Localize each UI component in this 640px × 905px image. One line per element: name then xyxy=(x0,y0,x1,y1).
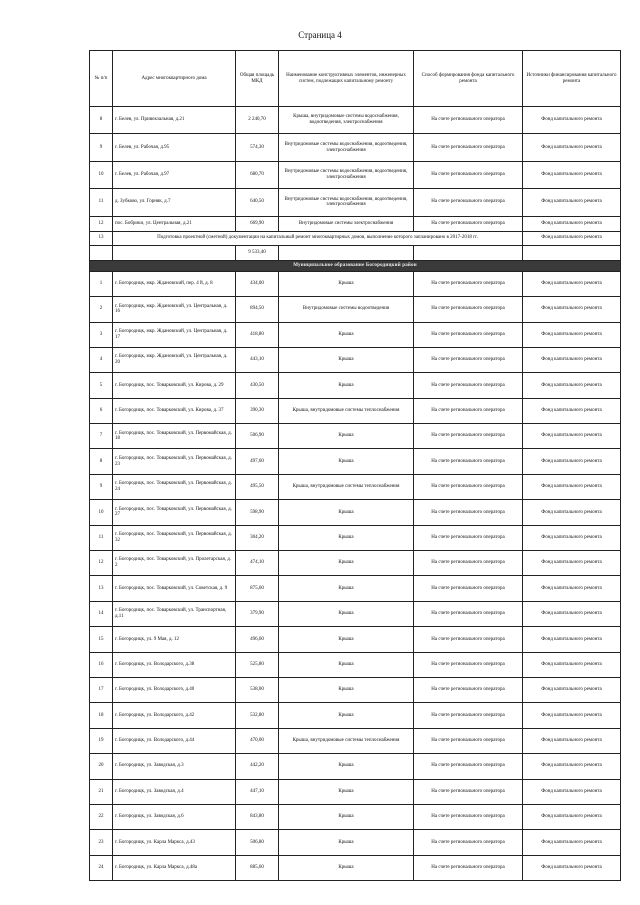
cell-area: 680,70 xyxy=(236,161,279,188)
cell-address: г. Богородицк, пос. Товарковский, ул. Первомайская, д. 23 xyxy=(113,449,236,474)
cell-elements: Крыша xyxy=(279,754,414,779)
cell-source: Фонд капитального ремонта xyxy=(523,297,621,322)
cell-area: 532,80 xyxy=(236,703,279,728)
cell-area: 496,60 xyxy=(236,627,279,652)
cell-elements: Крыша xyxy=(279,601,414,626)
cell-address: г. Богородицк, пос. Товарковский, ул. Первомайская, д. 32 xyxy=(113,525,236,550)
cell-elements: Крыша, внутридомовые системы теплоснабжения xyxy=(279,474,414,499)
cell-num: 8 xyxy=(90,449,113,474)
header-source: Источники финансирования капитального ремонта xyxy=(523,51,621,107)
cell-method: На счете регионального оператора xyxy=(414,754,523,779)
cell-area: 447,10 xyxy=(236,779,279,804)
cell-num: 9 xyxy=(90,474,113,499)
cell-source: Фонд капитального ремонта xyxy=(523,134,621,161)
cell-method: На счете регионального оператора xyxy=(414,322,523,347)
cell-area: 495,50 xyxy=(236,474,279,499)
cell-method: На счете регионального оператора xyxy=(414,855,523,880)
cell-elements: Крыша xyxy=(279,804,414,829)
cell-num: 13 xyxy=(90,576,113,601)
cell-elements: Внутридомовые системы водоснабжения, водоотведения, электроснабжения xyxy=(279,134,414,161)
cell-num: 8 xyxy=(90,107,113,134)
cell-area: 430,50 xyxy=(236,373,279,398)
table-row xyxy=(90,551,621,576)
cell-area: 304,20 xyxy=(236,525,279,550)
cell-elements: Внутридомовые системы водоснабжения, водоотведения, электроснабжения xyxy=(279,189,414,216)
table-row xyxy=(90,322,621,347)
cell-area: 497,60 xyxy=(236,449,279,474)
header-elements: Наименование конструктивных элементов, инженерных систем, подлежащих капитальному ремонту xyxy=(279,51,414,107)
cell-elements: Внутридомовые системы водоотведения xyxy=(279,297,414,322)
cell-address: г. Белев, ул. Привокзальная, д.21 xyxy=(113,107,236,134)
cell-source: Фонд капитального ремонта xyxy=(523,728,621,753)
cell-source: Фонд капитального ремонта xyxy=(523,424,621,449)
cell-address: г. Богородицк, ул. Володарского, д.44 xyxy=(113,728,236,753)
cell-address: д. Зубково, ул. Горняк, д.7 xyxy=(113,189,236,216)
cell-elements: Крыша xyxy=(279,830,414,855)
repair-program-table xyxy=(89,50,621,881)
cell-elements: Крыша xyxy=(279,424,414,449)
cell-source: Фонд капитального ремонта xyxy=(523,551,621,576)
cell-num: 1 xyxy=(90,271,113,296)
table-row xyxy=(90,754,621,779)
cell-num: 13 xyxy=(90,231,113,246)
cell-elements: Крыша xyxy=(279,525,414,550)
cell-address: г. Богородицк, мкр. Ждановский, пер. 4 й, д. 8 xyxy=(113,271,236,296)
table-row xyxy=(90,231,621,246)
municipality-row xyxy=(90,261,621,272)
cell-source: Фонд капитального ремонта xyxy=(523,322,621,347)
cell-address: г. Богородицк, пос. Товарковский, ул. Пролетарская, д. 2 xyxy=(113,551,236,576)
page-label: Страница 4 xyxy=(298,30,342,40)
cell-num: 12 xyxy=(90,551,113,576)
cell-num: 12 xyxy=(90,216,113,231)
cell-area: 470,00 xyxy=(236,728,279,753)
cell-source: Фонд капитального ремонта xyxy=(523,525,621,550)
table-row xyxy=(90,576,621,601)
cell-source: Фонд капитального ремонта xyxy=(523,652,621,677)
table-row xyxy=(90,449,621,474)
cell-total-area: 9 533,40 xyxy=(236,246,279,261)
table-row xyxy=(90,601,621,626)
cell-area: 379,90 xyxy=(236,601,279,626)
cell-address: г. Богородицк, ул. Заводская, д.6 xyxy=(113,804,236,829)
cell-elements: Крыша xyxy=(279,373,414,398)
cell-elements: Крыша xyxy=(279,678,414,703)
cell-area: 640,50 xyxy=(236,189,279,216)
cell-method: На счете регионального оператора xyxy=(414,134,523,161)
header-area: Общая площадь МКД xyxy=(236,51,279,107)
cell-num: 10 xyxy=(90,161,113,188)
cell-elements: Крыша xyxy=(279,271,414,296)
table-row xyxy=(90,474,621,499)
cell-num: 14 xyxy=(90,601,113,626)
cell-elements: Крыша xyxy=(279,652,414,677)
cell-elements: Внутридомовые системы электроснабжения xyxy=(279,216,414,231)
cell-method: На счете регионального оператора xyxy=(414,779,523,804)
cell-method: На счете регионального оператора xyxy=(414,449,523,474)
cell-area: 574,30 xyxy=(236,134,279,161)
table-row xyxy=(90,830,621,855)
cell-source: Фонд капитального ремонта xyxy=(523,678,621,703)
cell-method: На счете регионального оператора xyxy=(414,424,523,449)
table-row xyxy=(90,525,621,550)
cell-source: Фонд капитального ремонта xyxy=(523,500,621,525)
cell-source: Фонд капитального ремонта xyxy=(523,576,621,601)
cell-method: На счете регионального оператора xyxy=(414,830,523,855)
cell-method: На счете регионального оператора xyxy=(414,189,523,216)
cell-num: 15 xyxy=(90,627,113,652)
cell-elements: Крыша xyxy=(279,855,414,880)
cell-area: 525,80 xyxy=(236,652,279,677)
table-row xyxy=(90,652,621,677)
cell-method: На счете регионального оператора xyxy=(414,601,523,626)
cell-source: Фонд капитального ремонта xyxy=(523,830,621,855)
cell-num: 2 xyxy=(90,297,113,322)
cell-elements: Внутридомовые системы водоснабжения, водоотведения, электроснабжения xyxy=(279,161,414,188)
cell-source: Фонд капитального ремонта xyxy=(523,373,621,398)
table-row xyxy=(90,855,621,880)
cell-num: 23 xyxy=(90,830,113,855)
cell-source: Фонд капитального ремонта xyxy=(523,231,621,246)
table-row xyxy=(90,678,621,703)
cell-num: 16 xyxy=(90,652,113,677)
cell-address: г. Богородицк, пос. Товарковский, ул. Первомайская, д. 18 xyxy=(113,424,236,449)
cell-address: пос. Бобрики, ул. Центральная, д.21 xyxy=(113,216,236,231)
municipality-title: Муниципальное образование Богородицкий район xyxy=(90,261,621,272)
cell-source: Фонд капитального ремонта xyxy=(523,779,621,804)
cell-elements: Крыша xyxy=(279,576,414,601)
cell-num: 19 xyxy=(90,728,113,753)
cell-num: 7 xyxy=(90,424,113,449)
table-row xyxy=(90,398,621,423)
cell-method: На счете регионального оператора xyxy=(414,703,523,728)
table-row xyxy=(90,779,621,804)
cell-method: На счете регионального оператора xyxy=(414,678,523,703)
cell-source: Фонд капитального ремонта xyxy=(523,161,621,188)
cell-area: 390,30 xyxy=(236,398,279,423)
cell-num: 18 xyxy=(90,703,113,728)
table-row xyxy=(90,804,621,829)
cell-elements: Крыша xyxy=(279,703,414,728)
cell-area: 843,80 xyxy=(236,804,279,829)
cell-source: Фонд капитального ремонта xyxy=(523,703,621,728)
cell-address: г. Богородицк, ул. Заводская, д.4 xyxy=(113,779,236,804)
cell-elements: Крыша xyxy=(279,449,414,474)
cell-method: На счете регионального оператора xyxy=(414,107,523,134)
table-row xyxy=(90,728,621,753)
header-num: № п/п xyxy=(90,51,113,107)
cell-address: г. Богородицк, пос. Товарковский, ул. Кирова, д. 29 xyxy=(113,373,236,398)
cell-num: 17 xyxy=(90,678,113,703)
cell-address: г. Богородицк, пос. Товарковский, ул. Советская, д. 9 xyxy=(113,576,236,601)
cell-num: 11 xyxy=(90,525,113,550)
cell-num: 6 xyxy=(90,398,113,423)
table-row xyxy=(90,627,621,652)
table-header-row xyxy=(90,51,621,107)
cell-elements: Крыша xyxy=(279,322,414,347)
cell-area: 875,60 xyxy=(236,576,279,601)
cell-method: На счете регионального оператора xyxy=(414,271,523,296)
cell-method: На счете регионального оператора xyxy=(414,216,523,231)
cell-area: 443,10 xyxy=(236,347,279,372)
cell-address: г. Богородицк, ул. Карла Маркса, д.48а xyxy=(113,855,236,880)
table-row xyxy=(90,216,621,231)
cell-num: 10 xyxy=(90,500,113,525)
cell-address: г. Богородицк, ул. 9 Мая, д. 12 xyxy=(113,627,236,652)
cell-num: 21 xyxy=(90,779,113,804)
cell-address: г. Белев, ул. Рабочая, д.95 xyxy=(113,134,236,161)
cell-elements: Крыша, внутридомовые системы теплоснабжения xyxy=(279,728,414,753)
cell-address: г. Богородицк, мкр. Ждановский, ул. Центральная, д. 16 xyxy=(113,297,236,322)
cell-area: 418,80 xyxy=(236,322,279,347)
cell-method: На счете регионального оператора xyxy=(414,525,523,550)
cell-address: г. Богородицк, мкр. Ждановский, ул. Центральная, д. 20 xyxy=(113,347,236,372)
cell-elements: Крыша xyxy=(279,779,414,804)
cell-method: На счете регионального оператора xyxy=(414,398,523,423)
cell-source: Фонд капитального ремонта xyxy=(523,855,621,880)
cell-address: г. Богородицк, пос. Товарковский, ул. Транспортная, д.11 xyxy=(113,601,236,626)
cell-source: Фонд капитального ремонта xyxy=(523,474,621,499)
cell-elements: Крыша xyxy=(279,627,414,652)
cell-method: На счете регионального оператора xyxy=(414,551,523,576)
cell-source: Фонд капитального ремонта xyxy=(523,601,621,626)
cell-area: 434,00 xyxy=(236,271,279,296)
cell-method: На счете регионального оператора xyxy=(414,652,523,677)
cell-address: г. Богородицк, ул. Володарского, д.40 xyxy=(113,678,236,703)
cell-num: 11 xyxy=(90,189,113,216)
cell-address: г. Богородицк, мкр. Ждановский, ул. Центральная, д. 17 xyxy=(113,322,236,347)
header-method: Способ формирования фонда капитального ремонта xyxy=(414,51,523,107)
cell-method: На счете регионального оператора xyxy=(414,728,523,753)
cell-area: 885,60 xyxy=(236,855,279,880)
cell-address: г. Богородицк, пос. Товарковский, ул. Первомайская, д. 27 xyxy=(113,500,236,525)
cell-address: г. Богородицк, ул. Заводская, д.3 xyxy=(113,754,236,779)
cell-source: Фонд капитального ремонта xyxy=(523,347,621,372)
rows-b-body xyxy=(90,271,621,880)
cell-elements: Крыша, внутридомовые системы теплоснабжения xyxy=(279,398,414,423)
cell-source: Фонд капитального ремонта xyxy=(523,107,621,134)
cell-source: Фонд капитального ремонта xyxy=(523,627,621,652)
cell-address: г. Белев, ул. Рабочая, д.97 xyxy=(113,161,236,188)
cell-method: На счете регионального оператора xyxy=(414,373,523,398)
cell-method: На счете регионального оператора xyxy=(414,804,523,829)
cell-area: 506,90 xyxy=(236,424,279,449)
cell-method: На счете регионального оператора xyxy=(414,297,523,322)
cell-area: 506,80 xyxy=(236,830,279,855)
table-row xyxy=(90,424,621,449)
table-row xyxy=(90,271,621,296)
cell-method: На счете регионального оператора xyxy=(414,627,523,652)
table-row xyxy=(90,107,621,134)
cell-method: На счете регионального оператора xyxy=(414,576,523,601)
cell-num: 22 xyxy=(90,804,113,829)
cell-address: г. Богородицк, пос. Товарковский, ул. Кирова, д. 37 xyxy=(113,398,236,423)
cell-num: 3 xyxy=(90,322,113,347)
table-row xyxy=(90,347,621,372)
table-row xyxy=(90,373,621,398)
table-row xyxy=(90,500,621,525)
cell-source: Фонд капитального ремонта xyxy=(523,754,621,779)
cell-source: Фонд капитального ремонта xyxy=(523,398,621,423)
cell-source: Фонд капитального ремонта xyxy=(523,216,621,231)
cell-method: На счете регионального оператора xyxy=(414,347,523,372)
table-row xyxy=(90,161,621,188)
cell-area: 442,20 xyxy=(236,754,279,779)
table-row xyxy=(90,297,621,322)
table-row xyxy=(90,703,621,728)
cell-area: 894,50 xyxy=(236,297,279,322)
table-row xyxy=(90,189,621,216)
total-row xyxy=(90,246,621,261)
cell-source: Фонд капитального ремонта xyxy=(523,189,621,216)
cell-address: г. Богородицк, ул. Карла Маркса, д.43 xyxy=(113,830,236,855)
cell-method: На счете регионального оператора xyxy=(414,474,523,499)
cell-source: Фонд капитального ремонта xyxy=(523,449,621,474)
cell-method: На счете регионального оператора xyxy=(414,500,523,525)
cell-address: г. Богородицк, пос. Товарковский, ул. Первомайская, д. 24 xyxy=(113,474,236,499)
cell-address: г. Богородицк, ул. Володарского, д.42 xyxy=(113,703,236,728)
cell-source: Фонд капитального ремонта xyxy=(523,271,621,296)
cell-elements: Крыша, внутридомовые системы водоснабжения, водоотведения, электроснабжения xyxy=(279,107,414,134)
header-address: Адрес многоквартирного дома xyxy=(113,51,236,107)
cell-area: 2 240,70 xyxy=(236,107,279,134)
cell-area: 538,00 xyxy=(236,678,279,703)
cell-elements: Крыша xyxy=(279,347,414,372)
cell-area: 474,10 xyxy=(236,551,279,576)
table-row xyxy=(90,134,621,161)
cell-num: 4 xyxy=(90,347,113,372)
cell-elements: Крыша xyxy=(279,500,414,525)
cell-num: 24 xyxy=(90,855,113,880)
cell-project-docs: Подготовка проектной (сметной) документации на капитальный ремонт многоквартирных домов, выполнение которого запланировано в 2017-2018 гг. xyxy=(113,231,523,246)
cell-num: 20 xyxy=(90,754,113,779)
cell-num: 5 xyxy=(90,373,113,398)
cell-elements: Крыша xyxy=(279,551,414,576)
cell-address: г. Богородицк, ул. Володарского, д.38 xyxy=(113,652,236,677)
cell-area: 598,90 xyxy=(236,500,279,525)
cell-method: На счете регионального оператора xyxy=(414,161,523,188)
cell-source: Фонд капитального ремонта xyxy=(523,804,621,829)
cell-area: 669,90 xyxy=(236,216,279,231)
cell-num: 9 xyxy=(90,134,113,161)
